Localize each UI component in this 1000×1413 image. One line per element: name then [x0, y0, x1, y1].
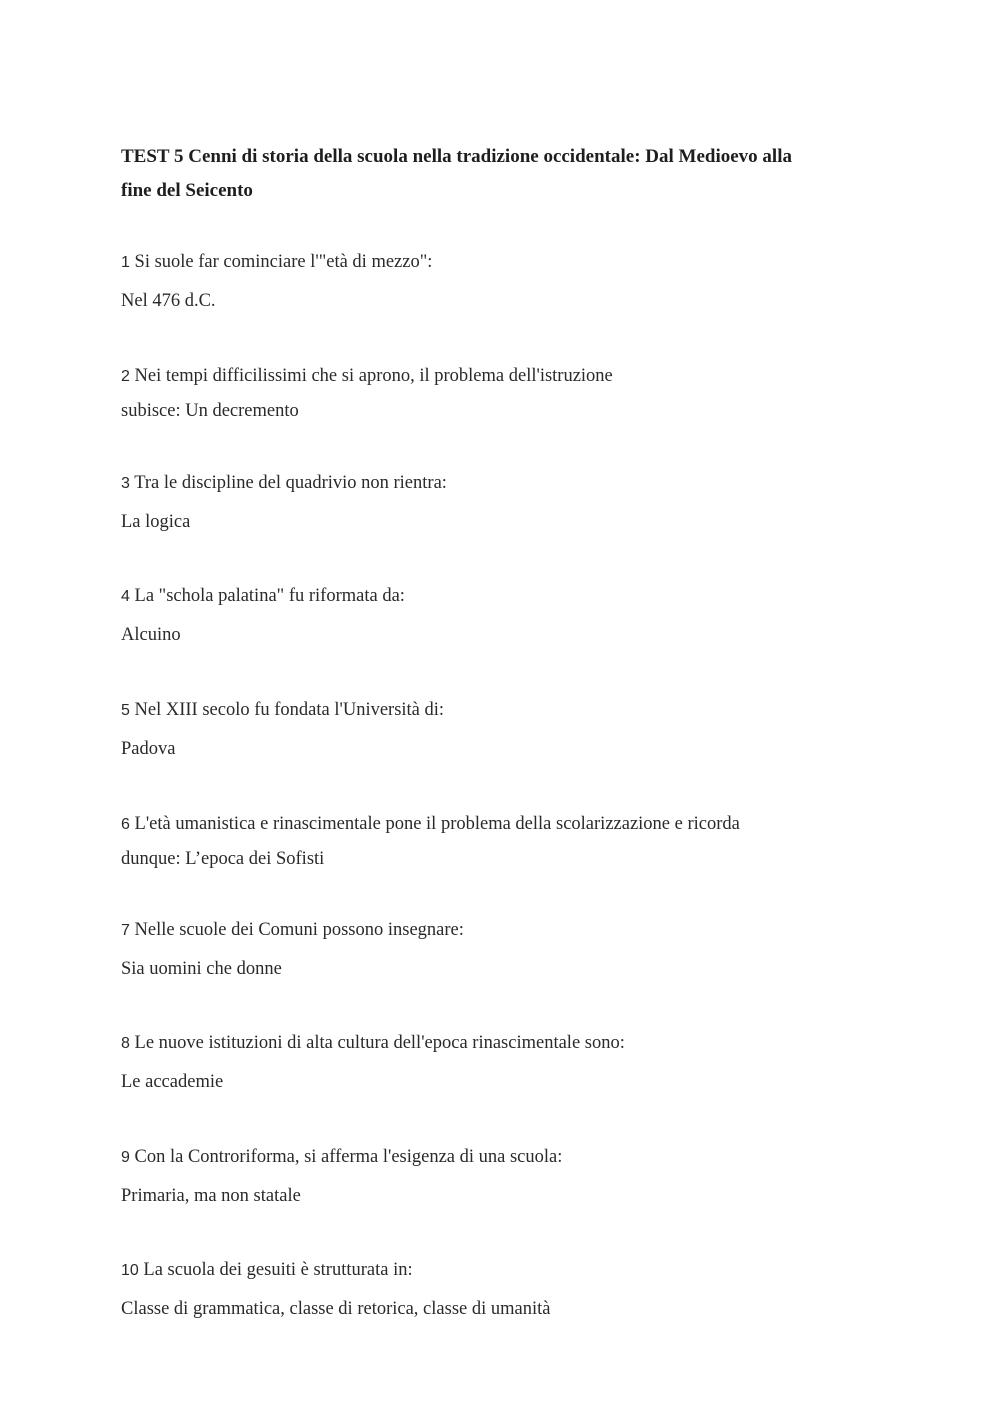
- answer-text: Le accademie: [121, 1072, 224, 1092]
- question-number: 7: [121, 922, 130, 939]
- answer-text: Primaria, ma non statale: [121, 1186, 301, 1206]
- question-text: Con la Controriforma, si afferma l'esigenza di una scuola:: [134, 1147, 563, 1167]
- answer-text: Padova: [121, 739, 176, 759]
- question-text: Nel XIII secolo fu fondata l'Università di:: [134, 700, 445, 720]
- document-page: [121, 140, 881, 1319]
- answer-text: subisce: Un decremento: [121, 401, 299, 421]
- qa-item-2: [121, 366, 613, 421]
- question-text: Tra le discipline del quadrivio non rientra:: [134, 473, 447, 493]
- question-text: Si suole far cominciare l'"età di mezzo":: [134, 252, 433, 272]
- question-text: La scuola dei gesuiti è strutturata in:: [143, 1260, 413, 1280]
- question-number: 1: [121, 254, 130, 271]
- qa-item-3: [121, 473, 447, 532]
- qa-item-10: [121, 1260, 550, 1319]
- qa-item-8: [121, 1033, 625, 1092]
- question-number: 9: [121, 1149, 130, 1166]
- question-text: L'età umanistica e rinascimentale pone il problema della scolarizzazione e ricorda: [134, 814, 740, 834]
- answer-text: Alcuino: [121, 625, 181, 645]
- title-line-1: TEST 5 Cenni di storia della scuola nella tradizione occidentale: Dal Medioevo alla: [121, 146, 792, 167]
- qa-item-6: [121, 814, 881, 869]
- qa-item-9: [121, 1147, 562, 1206]
- question-text: Nelle scuole dei Comuni possono insegnare:: [134, 920, 464, 940]
- question-number: 3: [121, 475, 130, 492]
- question-text: La "schola palatina" fu riformata da:: [134, 586, 405, 606]
- question-number: 5: [121, 702, 130, 719]
- question-number: 8: [121, 1035, 130, 1052]
- title-line-2: fine del Seicento: [121, 180, 253, 201]
- answer-text: La logica: [121, 512, 191, 532]
- question-number: 10: [121, 1262, 139, 1279]
- answer-text: Nel 476 d.C.: [121, 291, 216, 311]
- answer-text: dunque: L’epoca dei Sofisti: [121, 849, 325, 869]
- qa-item-7: [121, 920, 464, 979]
- question-text: Le nuove istituzioni di alta cultura dell'epoca rinascimentale sono:: [134, 1033, 625, 1053]
- question-text: Nei tempi difficilissimi che si aprono, il problema dell'istruzione: [134, 366, 613, 386]
- answer-text: Sia uomini che donne: [121, 959, 282, 979]
- document-title: [121, 140, 881, 208]
- question-number: 6: [121, 816, 130, 833]
- question-number: 4: [121, 588, 130, 605]
- qa-item-1: [121, 252, 432, 311]
- answer-text: Classe di grammatica, classe di retorica, classe di umanità: [121, 1299, 551, 1319]
- qa-item-4: [121, 586, 405, 645]
- qa-item-5: [121, 700, 444, 759]
- question-number: 2: [121, 368, 130, 385]
